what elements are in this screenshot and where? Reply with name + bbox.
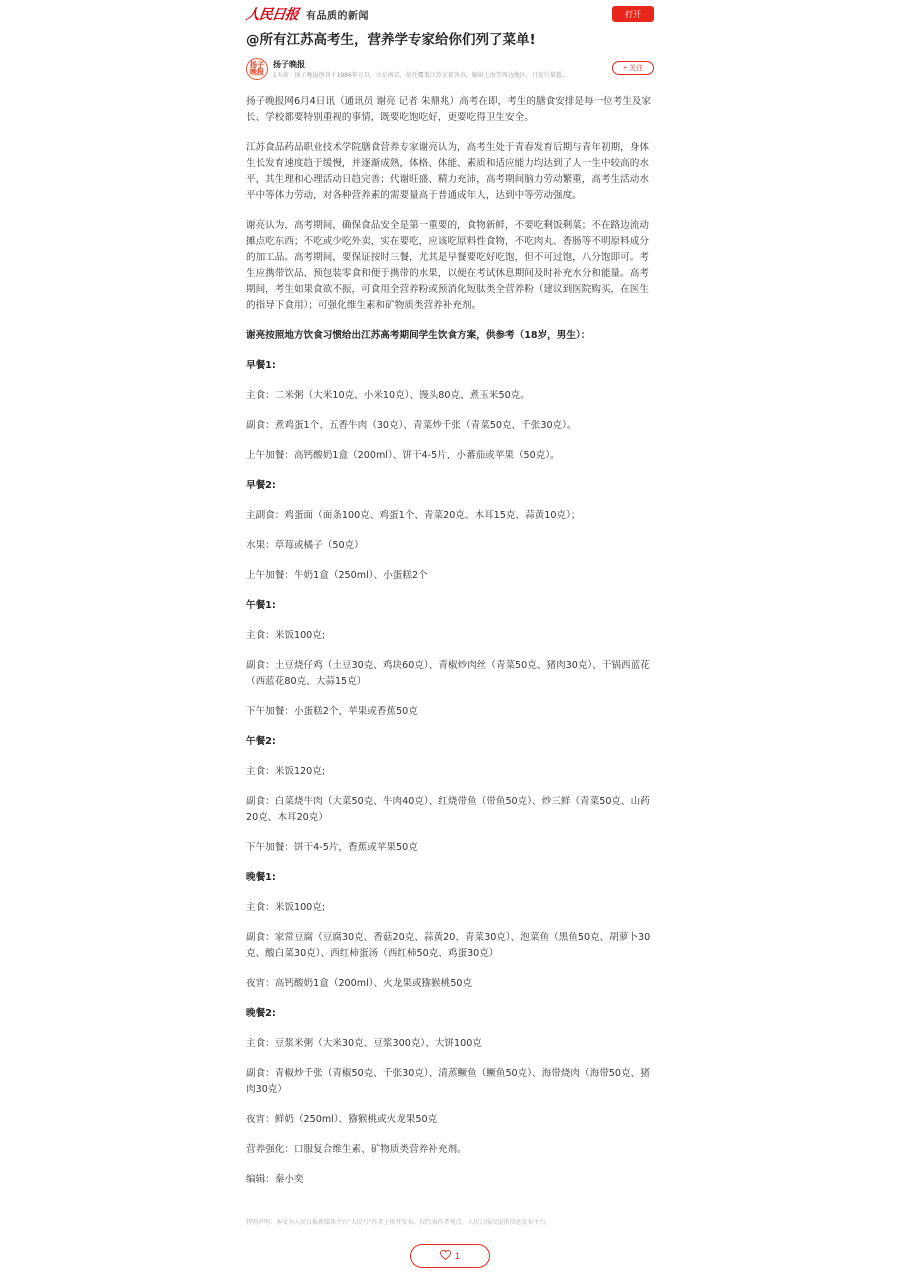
paragraph: 主食：米饭100克; (246, 902, 326, 913)
paragraph: 副食：白菜烧牛肉（大菜50克、牛肉40克）、红烧带鱼（带鱼50克）、炒三鲜（青菜50克、山药20克、木耳20克） (246, 796, 650, 823)
logo-slogan: 有品质的新闻 (306, 10, 369, 22)
like-button[interactable] (410, 1244, 490, 1268)
author-meta: 1天前 · 扬子晚报创刊于1986年元旦，立足南京，依托覆盖江苏全省各市，辐射上海等周边地区，日发行量超... (273, 72, 568, 79)
like-count: 1 (454, 1251, 460, 1261)
logo-mark: 人民日报 (244, 7, 299, 23)
paragraph: 上午加餐：高钙酸奶1盒（200ml）、饼干4-5片，小蕃茄或苹果（50克）。 (246, 450, 560, 461)
paragraph: 下午加餐：饼干4-5片，香蕉或苹果50克 (246, 842, 418, 853)
paragraph: 主食：米饭100克; (246, 630, 326, 641)
meal-heading: 晚餐2: (246, 1008, 276, 1019)
meal-heading: 晚餐1: (246, 872, 276, 883)
paragraph: 主副食：鸡蛋面（面条100克、鸡蛋1个、青菜20克、木耳15克、蒜黄10克）； (246, 510, 581, 521)
author-name[interactable]: 扬子晚报 (273, 60, 305, 69)
section-intro: 谢亮按照地方饮食习惯给出江苏高考期间学生饮食方案，供参考（18岁，男生）： (246, 330, 591, 341)
meal-heading: 早餐2: (246, 480, 276, 491)
avatar-text: 扬子晚报 (250, 61, 264, 76)
author-bar (246, 58, 654, 80)
brand-logo[interactable] (246, 5, 369, 23)
paragraph: 下午加餐：小蛋糕2个，苹果或香蕉50克 (246, 706, 418, 717)
disclaimer: 特别声明：本文为人民日报新媒体平台"人民号"作者上传并发布，仅代表作者观点。人民日报仅提供信息发布平台。 (246, 1219, 552, 1226)
paragraph: 夜宵：鲜奶（250ml）、猕猴桃或火龙果50克 (246, 1114, 438, 1125)
meal-heading: 午餐1: (246, 600, 276, 611)
heart-icon (440, 1250, 451, 1262)
paragraph: 扬子晚报网6月4日讯（通讯员 谢亮 记者 朱鼎兆）高考在即，考生的膳食安排是每一位考生及家长、学校都要特别重视的事情，既要吃饱吃好，更要吃得卫生安全。 (246, 96, 652, 123)
paragraph: 副食：家常豆腐（豆腐30克、香菇20克、蒜黄20、青菜30克）、泡菜鱼（黑鱼50克、胡萝卜30克、酸白菜30克）、西红柿蛋汤（西红柿50克、鸡蛋30克） (246, 932, 651, 959)
follow-button[interactable]: + 关注 (612, 61, 654, 75)
article-body (246, 94, 654, 1188)
paragraph: 主食：豆浆米粥（大米30克、豆浆300克）、大饼100克 (246, 1038, 482, 1049)
top-bar (246, 5, 654, 23)
editor-credit: 编辑：秦小奕 (246, 1174, 304, 1185)
paragraph: 副食：青椒炒千张（青椒50克、千张30克）、清蒸鳜鱼（鳜鱼50克）、海带烧肉（海带50克、猪肉30克） (246, 1068, 650, 1095)
article-title: @所有江苏高考生，营养学专家给你们列了菜单! (246, 32, 536, 48)
paragraph: 上午加餐：牛奶1盒（250ml）、小蛋糕2个 (246, 570, 428, 581)
paragraph: 主食：二米粥（大米10克、小米10克）、馒头80克、煮玉米50克。 (246, 390, 530, 401)
paragraph: 江苏食品药品职业技术学院膳食营养专家谢亮认为，高考生处于青春发育后期与青年初期，身体生长发育速度趋于缓慢，并逐渐成熟，体格、体能、素质和适应能力均达到了人一生中较高的水平，其生理和心理活动日趋完善；代谢旺盛、精力充沛，高考期间脑力劳动繁重，高考生活动水平中等体力劳动，对各种营养素的需要量高于普通成年人，达到中等劳动强度。 (246, 142, 649, 201)
paragraph: 主食：米饭120克; (246, 766, 326, 777)
open-app-button[interactable]: 打开 (612, 6, 654, 22)
paragraph: 副食：土豆烧仔鸡（土豆30克、鸡块60克）、青椒炒肉丝（青菜50克、猪肉30克）、干锅西蓝花（西蓝花80克、大蒜15克） (246, 660, 650, 687)
meal-heading: 午餐2: (246, 736, 276, 747)
paragraph: 营养强化：口服复合维生素、矿物质类营养补充剂。 (246, 1144, 467, 1155)
paragraph: 副食：煮鸡蛋1个、五香牛肉（30克）、青菜炒千张（青菜50克、千张30克）。 (246, 420, 577, 431)
paragraph: 谢亮认为，高考期间，确保食品安全是第一重要的，食物新鲜，不要吃剩饭剩菜；不在路边流动摊点吃东西；不吃或少吃外卖，实在要吃，应该吃原料性食物，不吃肉丸、香肠等不明原料成分的加工品。高考期间，要保证按时三餐，尤其是早餐要吃好吃饱，但不可过饱，八分饱即可。考生应携带饮品、预包装零食和便于携带的水果，以便在考试休息期间及时补充水分和能量。高考期间，考生如果食欲不振，可食用全营养粉或预消化短肽类全营养粉（建议到医院购买，在医生的指导下食用）；可强化维生素和矿物质类营养补充剂。 (246, 220, 649, 311)
meal-heading: 早餐1: (246, 360, 276, 371)
avatar[interactable] (246, 58, 268, 80)
paragraph: 水果：草莓或橘子（50克） (246, 540, 364, 551)
paragraph: 夜宵：高钙酸奶1盒（200ml）、火龙果或猕猴桃50克 (246, 978, 473, 989)
